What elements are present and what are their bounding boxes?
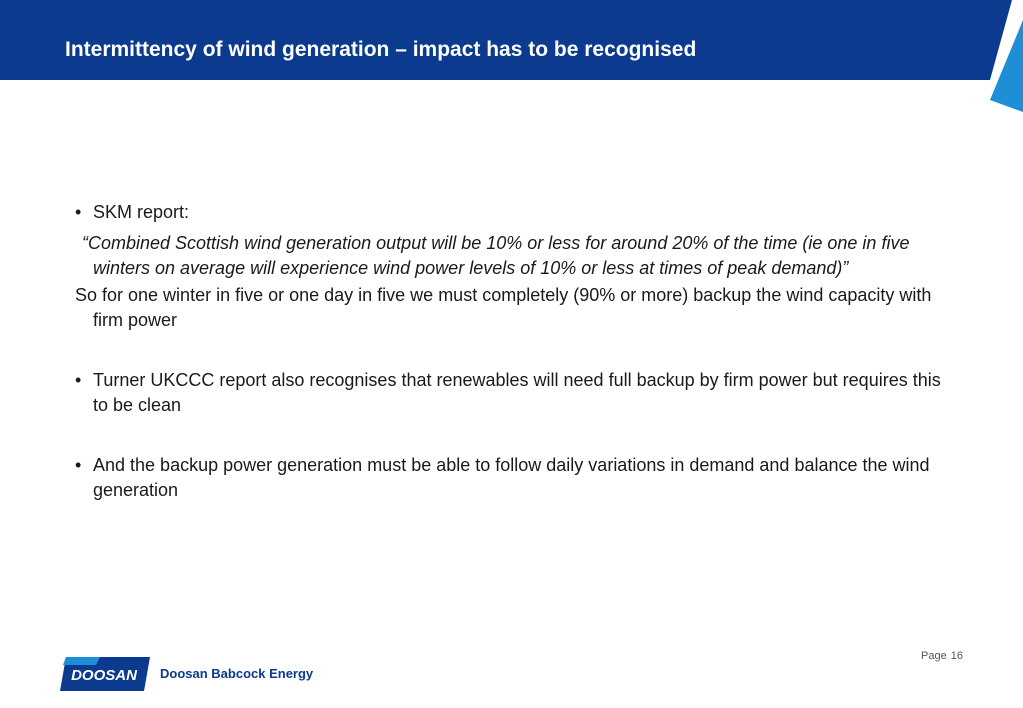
bullet-marker: • bbox=[75, 370, 82, 390]
skm-quote: “Combined Scottish wind generation output will be 10% or less for around 20% of the time (ie one in five winters on average will experience wind power levels of 10% or less at times of peak demand)” bbox=[82, 233, 910, 278]
company-name: Doosan Babcock Energy bbox=[160, 666, 314, 681]
slide-title: Intermittency of wind generation – impact has to be recognised bbox=[65, 38, 697, 61]
spacer bbox=[75, 333, 955, 368]
bullet-marker: • bbox=[75, 455, 82, 475]
doosan-logo-highlight bbox=[63, 657, 100, 665]
bullet-skm-report bbox=[75, 200, 955, 225]
bullet-backup-generation bbox=[75, 453, 955, 503]
page-indicator bbox=[921, 650, 963, 662]
bullet-turner-report bbox=[75, 368, 955, 418]
doosan-logo bbox=[60, 655, 150, 693]
slide-body bbox=[75, 200, 955, 503]
page-number: 16 bbox=[950, 650, 963, 662]
bullet-marker: • bbox=[75, 202, 82, 222]
page-label: Page bbox=[921, 650, 947, 662]
bullet-backup-generation-text: And the backup power generation must be able to follow daily variations in demand and balance the wind generation bbox=[93, 455, 930, 500]
doosan-logo-wordmark: DOOSAN bbox=[71, 667, 137, 684]
bullet-turner-report-text: Turner UKCCC report also recognises that renewables will need full backup by firm power but requires this to be clean bbox=[93, 370, 941, 415]
backup-paragraph: So for one winter in five or one day in five we must completely (90% or more) backup the wind capacity with firm power bbox=[75, 285, 932, 330]
bullet-skm-report-text: SKM report: bbox=[93, 202, 190, 222]
spacer bbox=[75, 418, 955, 453]
